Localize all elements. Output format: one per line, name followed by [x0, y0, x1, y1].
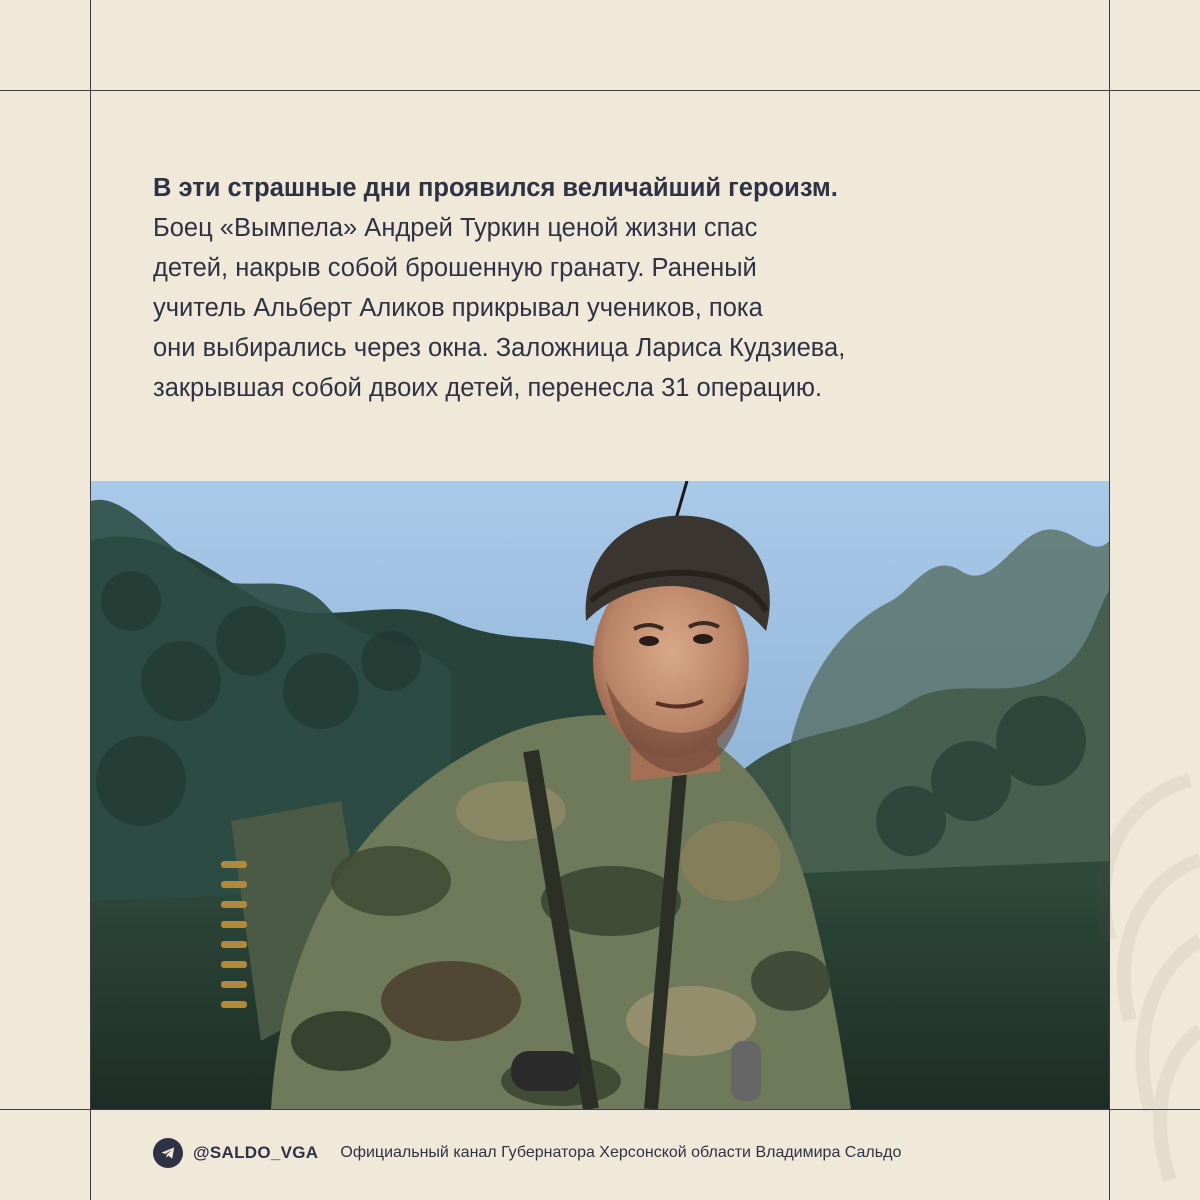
- footer: [153, 1137, 1153, 1169]
- guide-line-top: [0, 90, 1200, 91]
- text-line: учитель Альберт Аликов прикрывал учеников, пока: [153, 294, 763, 322]
- text-line: Боец «Вымпела» Андрей Туркин ценой жизни спас: [153, 214, 758, 242]
- guide-line-bottom: [0, 1109, 1200, 1110]
- text-line: они выбирались через окна. Заложница Лариса Кудзиева,: [153, 334, 846, 362]
- watermark-emblem: [1030, 740, 1200, 1200]
- lead-sentence: В эти страшные дни проявился величайший героизм.: [153, 174, 838, 202]
- text-line: детей, накрыв собой брошенную гранату. Раненый: [153, 254, 757, 282]
- text-line: закрывшая собой двоих детей, перенесла 31 операцию.: [153, 374, 823, 402]
- soldier-photo: [91, 481, 1109, 1109]
- story-text: [153, 168, 1053, 408]
- channel-description: Официальный канал Губернатора Херсонской области Владимира Сальдо: [340, 1144, 902, 1161]
- channel-handle[interactable]: @SALDO_VGA: [193, 1143, 319, 1162]
- telegram-icon[interactable]: [153, 1138, 183, 1168]
